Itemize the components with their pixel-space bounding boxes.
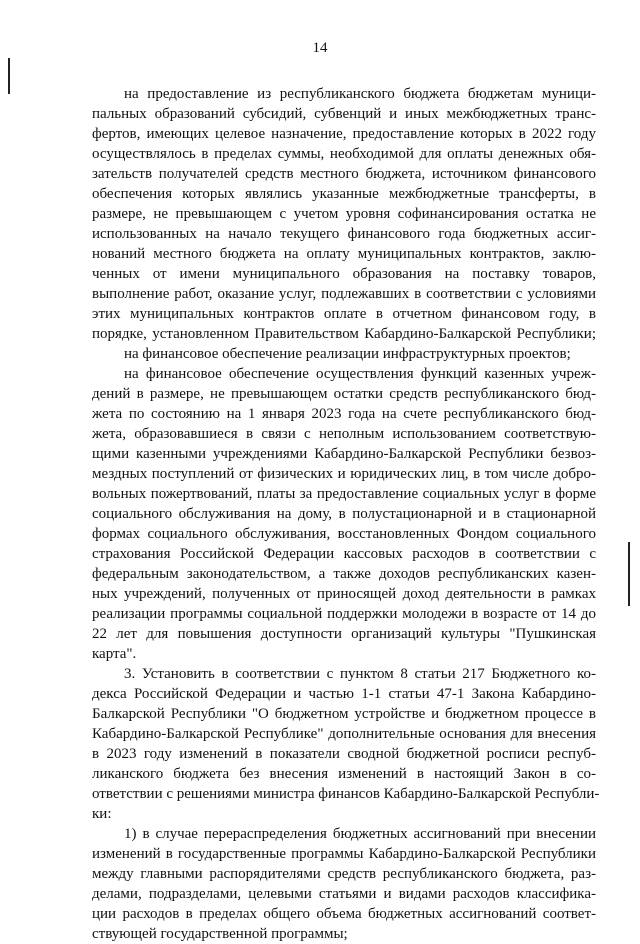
- scan-mark-left: [8, 58, 10, 94]
- text-line: на финансовое обеспечение осуществления функций казенных учреж-: [124, 366, 596, 382]
- text-line: осуществлялось в пределах суммы, необходимой для оплаты денежных обя-: [92, 146, 596, 162]
- text-line: фертов, имеющих целевое назначение, предоставление которых в 2022 году: [92, 126, 596, 142]
- text-line: нований местного бюджета на оплату муниципальных контрактов, заклю-: [92, 246, 596, 262]
- text-line: мездных поступлений от физических и юридических лиц, в том числе добро-: [92, 466, 596, 482]
- text-line: Балкарской Республики "О бюджетном устройстве и бюджетном процессе в: [92, 706, 596, 722]
- text-line: щими казенными учреждениями Кабардино-Балкарской Республики безвоз-: [92, 446, 596, 462]
- text-line: жета по состоянию на 1 января 2023 года на счете республиканского бюд-: [92, 406, 596, 422]
- text-line: дений в размере, не превышающем остатки средств республиканского бюд-: [92, 386, 596, 402]
- text-line: порядке, установленном Правительством Кабардино-Балкарской Республики;: [92, 326, 596, 342]
- text-line: вольных пожертвований, платы за предоставление социальных услуг в форме: [92, 486, 596, 502]
- scan-mark-right: [628, 542, 630, 606]
- text-line: ствующей государственной программы;: [92, 926, 348, 942]
- text-line: ции расходов в пределах общего объема бюджетных ассигнований соответ-: [92, 906, 596, 922]
- page-number: 14: [312, 40, 328, 56]
- text-line: размере, не превышающем с учетом уровня софинансирования остатка не: [92, 206, 596, 222]
- text-line: делами, подразделами, целевыми статьями и видами расходов классифика-: [92, 886, 596, 902]
- text-line: формах социального обслуживания, восстановленных Фондом социального: [92, 526, 596, 542]
- text-line: страхования Российской Федерации кассовых расходов в соответствии с: [92, 546, 596, 562]
- text-line: между главными распорядителями средств республиканского бюджета, раз-: [92, 866, 596, 882]
- text-line: в 2023 году изменений в показатели сводной бюджетной росписи респуб-: [92, 746, 596, 762]
- text-line: на предоставление из республиканского бюджета бюджетам муници-: [124, 86, 596, 102]
- text-line: реализации программы социальной поддержки молодежи в возрасте от 14 до: [92, 606, 596, 622]
- text-line: использованных на начало текущего финансового года бюджетных ассиг-: [92, 226, 596, 242]
- text-line: 3. Установить в соответствии с пунктом 8 статьи 217 Бюджетного ко-: [124, 666, 596, 682]
- text-line: карта".: [92, 646, 137, 662]
- text-line: декса Российской Федерации и частью 1-1 статьи 47-1 Закона Кабардино-: [92, 686, 596, 702]
- text-line: ченных от имени муниципального образования на поставку товаров,: [92, 266, 596, 282]
- text-line: этих муниципальных контрактов оплате в отчетном финансовом году, в: [92, 306, 596, 322]
- text-line: ликанского бюджета без внесения изменений в настоящий Закон в со-: [92, 766, 596, 782]
- text-line: на финансовое обеспечение реализации инфраструктурных проектов;: [124, 346, 571, 362]
- text-line: жета, образовавшиеся в связи с неполным использованием соответствую-: [92, 426, 596, 442]
- text-line: 22 лет для повышения доступности организаций культуры "Пушкинская: [92, 626, 596, 642]
- text-line: ных учреждений, полученных от приносящей доход деятельности в рамках: [92, 586, 596, 602]
- text-line: ответствии с решениями министра финансов Кабардино-Балкарской Республи-: [92, 786, 600, 802]
- text-line: зательств получателей средств местного бюджета, источником финансового: [92, 166, 596, 182]
- text-line: выполнение работ, оказание услуг, подлежавших в соответствии с условиями: [92, 286, 596, 302]
- text-line: обеспечения которых являлись указанные межбюджетные трансферты, в: [92, 186, 596, 202]
- text-line: изменений в государственные программы Кабардино-Балкарской Республики: [92, 846, 596, 862]
- text-line: 1) в случае перераспределения бюджетных ассигнований при внесении: [124, 826, 596, 842]
- text-line: ки:: [92, 806, 112, 822]
- text-line: Кабардино-Балкарской Республике" дополнительные основания для внесения: [92, 726, 596, 742]
- text-line: пальных образований субсидий, субвенций и иных межбюджетных транс-: [92, 106, 596, 122]
- text-line: федеральным законодательством, а также доходов республиканских казен-: [92, 566, 596, 582]
- text-line: социального обслуживания на дому, в полустационарной и в стационарной: [92, 506, 596, 522]
